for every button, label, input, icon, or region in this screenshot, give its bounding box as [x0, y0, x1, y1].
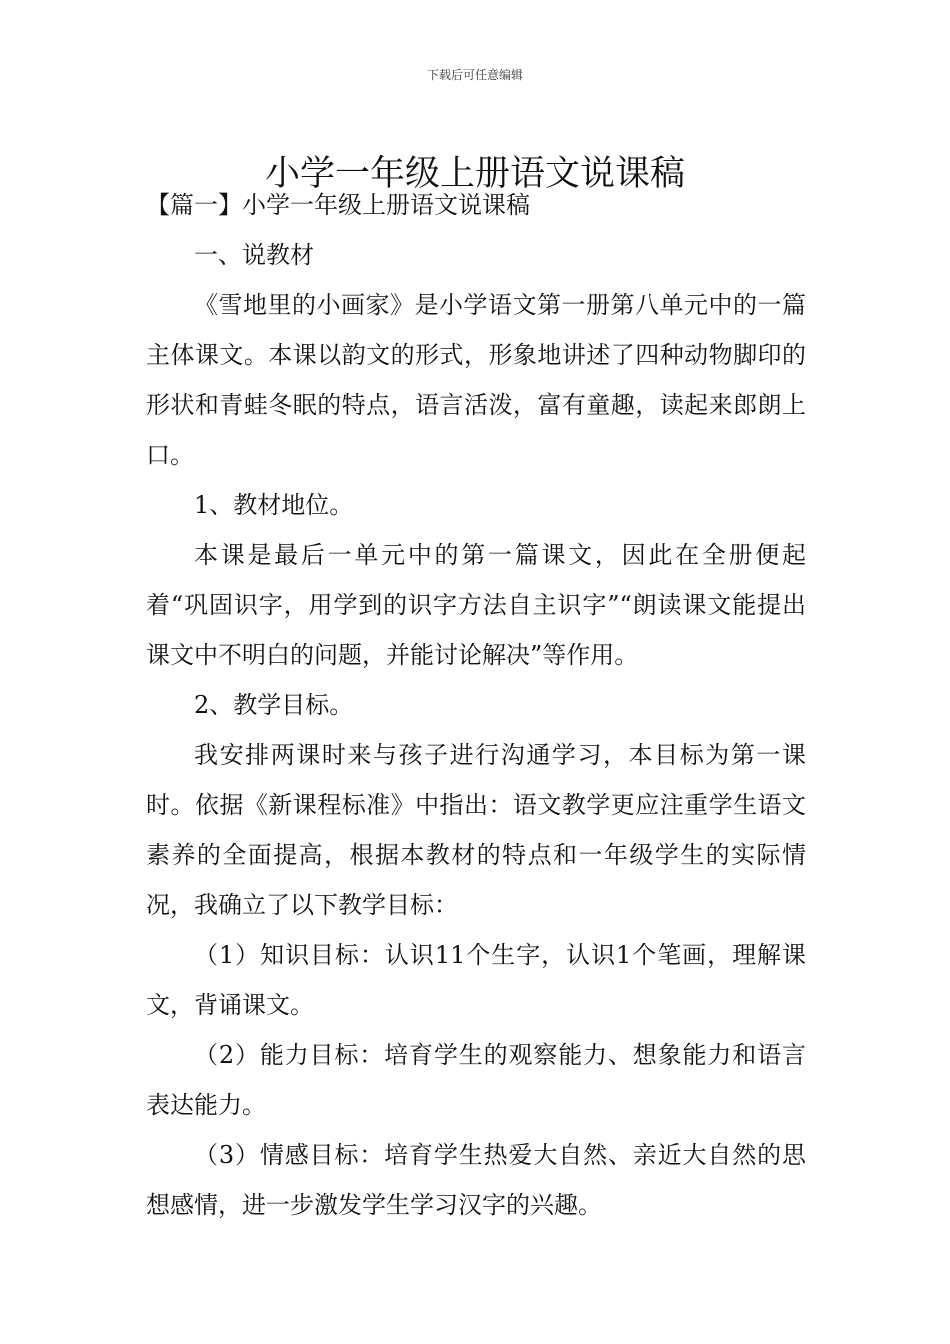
header-note: 下载后可任意编辑 — [426, 68, 523, 82]
subsection-heading: 2、教学目标。 — [194, 691, 354, 719]
paragraph: 本课是最后一单元中的第一篇课文，因此在全册便起着“巩固识字，用学到的识字方法自主识字”“朗读课文能提出课文中不明白的问题，并能讨论解决”等作用。 — [146, 541, 806, 669]
subsection-heading: 1、教材地位。 — [194, 491, 354, 519]
list-item: （3）情感目标：培育学生热爱大自然、亲近大自然的思想感情，进一步激发学生学习汉字的兴趣。 — [146, 1141, 806, 1219]
document-title: 小学一年级上册语文说课稿 — [264, 154, 685, 195]
subsection-heading: 一、说教材 — [194, 241, 314, 269]
paragraph: 《雪地里的小画家》是小学语文第一册第八单元中的一篇主体课文。本课以韵文的形式，形象地讲述了四种动物脚印的形状和青蛙冬眠的特点，语言活泼，富有童趣，读起来郎朗上口。 — [146, 291, 806, 469]
section-heading: 【篇一】小学一年级上册语文说课稿 — [146, 191, 530, 219]
paragraph: 我安排两课时来与孩子进行沟通学习，本目标为第一课时。依据《新课程标准》中指出：语文教学更应注重学生语文素养的全面提高，根据本教材的特点和一年级学生的实际情况，我确立了以下教学目标： — [146, 741, 806, 919]
list-item: （1）知识目标：认识11个生字，认识1个笔画，理解课文，背诵课文。 — [146, 941, 806, 1019]
list-item: （2）能力目标：培育学生的观察能力、想象能力和语言表达能力。 — [146, 1041, 806, 1119]
document-body — [146, 180, 806, 1230]
